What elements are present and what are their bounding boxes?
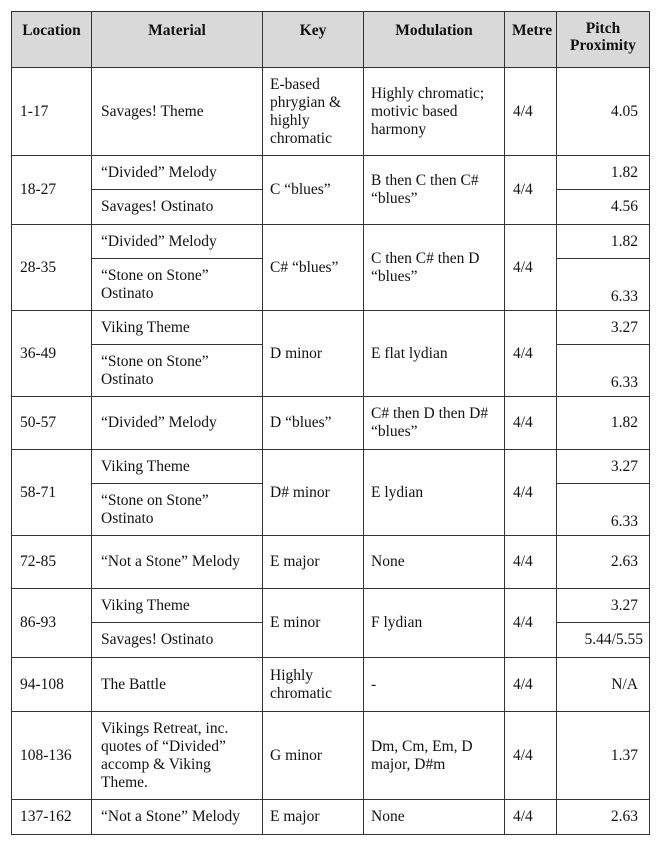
pitch-cell: 2.63 xyxy=(557,800,650,835)
table-row xyxy=(12,225,650,259)
key-cell: D# minor xyxy=(263,450,364,536)
pitch-cell: 1.82 xyxy=(557,225,650,259)
location-cell: 108-136 xyxy=(12,712,92,800)
metre-cell: 4/4 xyxy=(505,68,557,156)
key-cell: C# “blues” xyxy=(263,225,364,311)
modulation-cell: F lydian xyxy=(364,589,505,658)
material-cell: Viking Theme xyxy=(92,450,263,484)
pitch-cell: 4.56 xyxy=(557,190,650,225)
material-cell: Viking Theme xyxy=(92,311,263,345)
material-cell: “Stone on Stone” Ostinato xyxy=(92,345,263,397)
modulation-cell: B then C then C# “blues” xyxy=(364,156,505,225)
header-row xyxy=(12,12,650,68)
table-row xyxy=(12,68,650,156)
modulation-cell: None xyxy=(364,536,505,589)
material-cell: “Not a Stone” Melody xyxy=(92,536,263,589)
header-location: Location xyxy=(12,12,92,68)
pitch-cell: 3.27 xyxy=(557,450,650,484)
metre-cell: 4/4 xyxy=(505,397,557,450)
key-cell: G minor xyxy=(263,712,364,800)
location-cell: 18-27 xyxy=(12,156,92,225)
material-cell: Viking Theme xyxy=(92,589,263,623)
key-cell: E major xyxy=(263,800,364,835)
location-cell: 86-93 xyxy=(12,589,92,658)
location-cell: 137-162 xyxy=(12,800,92,835)
location-cell: 72-85 xyxy=(12,536,92,589)
metre-cell: 4/4 xyxy=(505,800,557,835)
metre-cell: 4/4 xyxy=(505,658,557,712)
modulation-cell: None xyxy=(364,800,505,835)
table-row xyxy=(12,658,650,712)
pitch-cell: 1.82 xyxy=(557,156,650,190)
header-pitch-proximity xyxy=(557,12,650,68)
modulation-cell: Dm, Cm, Em, D major, D#m xyxy=(364,712,505,800)
metre-cell: 4/4 xyxy=(505,450,557,536)
material-cell: “Divided” Melody xyxy=(92,156,263,190)
key-cell: C “blues” xyxy=(263,156,364,225)
material-cell: “Divided” Melody xyxy=(92,225,263,259)
pitch-cell: 4.05 xyxy=(557,68,650,156)
metre-cell: 4/4 xyxy=(505,225,557,311)
material-cell: “Not a Stone” Melody xyxy=(92,800,263,835)
header-modulation: Modulation xyxy=(364,12,505,68)
modulation-cell: - xyxy=(364,658,505,712)
analysis-table xyxy=(11,11,650,835)
material-cell: Vikings Retreat, inc. quotes of “Divided” accomp & Viking Theme. xyxy=(92,712,263,800)
metre-cell: 4/4 xyxy=(505,156,557,225)
metre-cell: 4/4 xyxy=(505,536,557,589)
location-cell: 58-71 xyxy=(12,450,92,536)
modulation-cell: E flat lydian xyxy=(364,311,505,397)
metre-cell: 4/4 xyxy=(505,311,557,397)
table-row xyxy=(12,712,650,800)
material-cell: Savages! Theme xyxy=(92,68,263,156)
header-pitch-line2: Proximity xyxy=(569,37,636,54)
pitch-cell: 3.27 xyxy=(557,589,650,623)
key-cell: E minor xyxy=(263,589,364,658)
location-cell: 50-57 xyxy=(12,397,92,450)
location-cell: 36-49 xyxy=(12,311,92,397)
material-cell: Savages! Ostinato xyxy=(92,190,263,225)
pitch-cell: 1.82 xyxy=(557,397,650,450)
pitch-cell: 6.33 xyxy=(557,345,650,397)
material-cell: “Stone on Stone” Ostinato xyxy=(92,259,263,311)
table-row xyxy=(12,156,650,190)
header-metre: Metre xyxy=(505,12,557,68)
key-cell: E major xyxy=(263,536,364,589)
table-row xyxy=(12,589,650,623)
key-cell: D minor xyxy=(263,311,364,397)
table-row xyxy=(12,450,650,484)
modulation-cell: C# then D then D# “blues” xyxy=(364,397,505,450)
location-cell: 94-108 xyxy=(12,658,92,712)
header-key: Key xyxy=(263,12,364,68)
table-row xyxy=(12,800,650,835)
material-cell: “Divided” Melody xyxy=(92,397,263,450)
location-cell: 1-17 xyxy=(12,68,92,156)
pitch-cell: N/A xyxy=(557,658,650,712)
material-cell: Savages! Ostinato xyxy=(92,623,263,658)
pitch-cell: 6.33 xyxy=(557,484,650,536)
table-row xyxy=(12,397,650,450)
header-pitch-line1: Pitch xyxy=(585,20,621,37)
pitch-cell: 5.44/5.55 xyxy=(557,623,650,658)
table-row xyxy=(12,311,650,345)
location-cell: 28-35 xyxy=(12,225,92,311)
pitch-cell: 1.37 xyxy=(557,712,650,800)
pitch-cell: 3.27 xyxy=(557,311,650,345)
material-cell: “Stone on Stone” Ostinato xyxy=(92,484,263,536)
key-cell: Highly chromatic xyxy=(263,658,364,712)
pitch-cell: 6.33 xyxy=(557,259,650,311)
metre-cell: 4/4 xyxy=(505,589,557,658)
table-row xyxy=(12,536,650,589)
material-cell: The Battle xyxy=(92,658,263,712)
key-cell: E-based phrygian & highly chromatic xyxy=(263,68,364,156)
modulation-cell: Highly chromatic; motivic based harmony xyxy=(364,68,505,156)
header-material: Material xyxy=(92,12,263,68)
key-cell: D “blues” xyxy=(263,397,364,450)
pitch-cell: 2.63 xyxy=(557,536,650,589)
modulation-cell: E lydian xyxy=(364,450,505,536)
metre-cell: 4/4 xyxy=(505,712,557,800)
modulation-cell: C then C# then D “blues” xyxy=(364,225,505,311)
